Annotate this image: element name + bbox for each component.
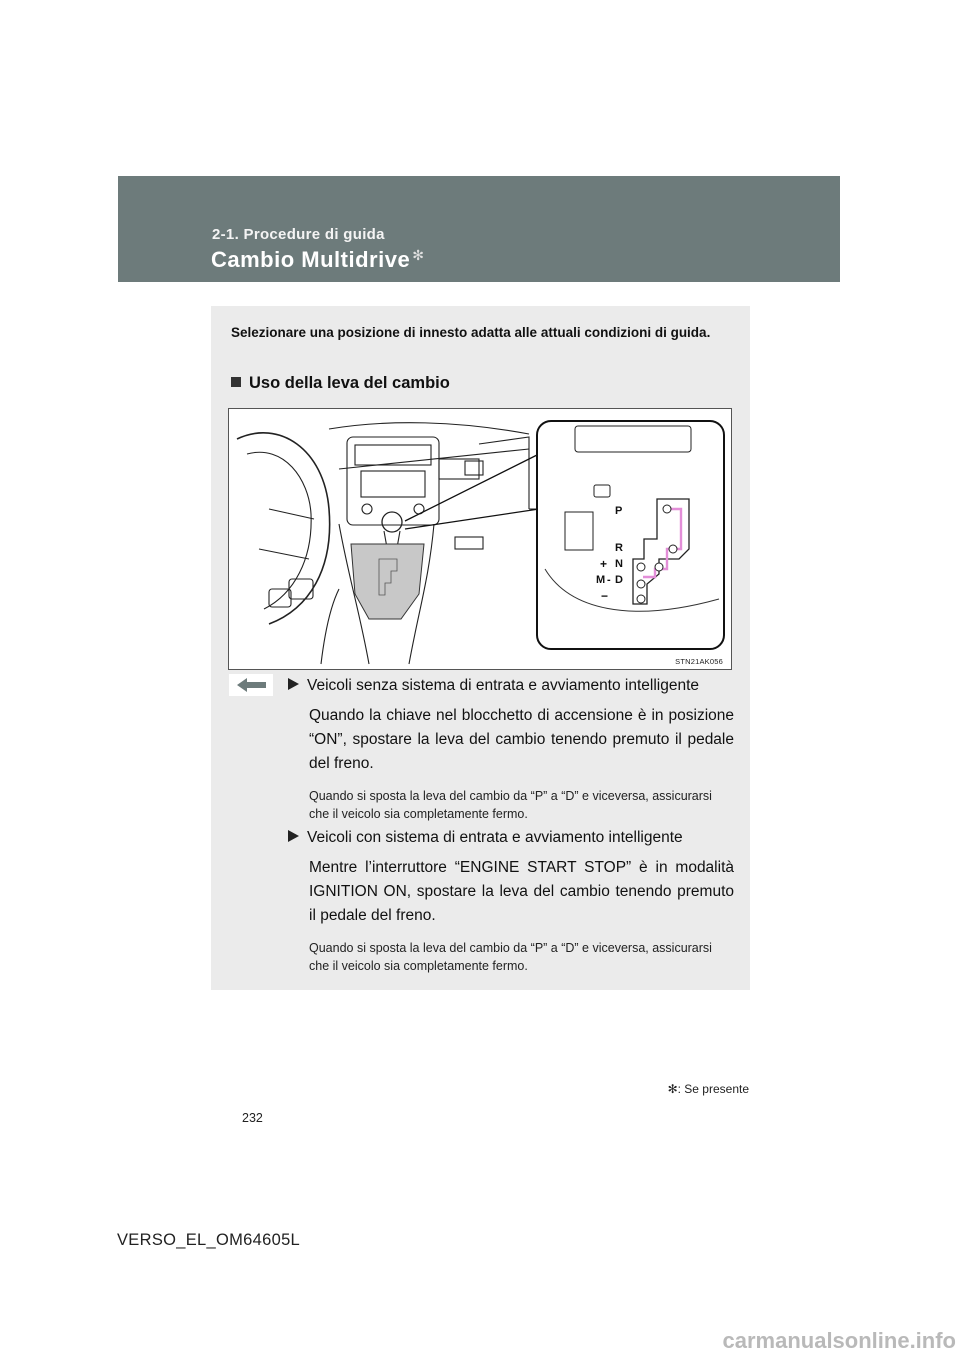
back-arrow-icon bbox=[229, 674, 273, 696]
item-body: Quando la chiave nel blocchetto di accensione è in posizione “ON”, spostare la leva del cambio tenendo premuto il pedale del freno. bbox=[309, 707, 734, 772]
watermark: carmanualsonline.info bbox=[722, 1328, 956, 1353]
page-title bbox=[211, 247, 424, 273]
dashboard-illustration bbox=[229, 409, 731, 669]
page-title-text: Cambio Multidrive bbox=[211, 247, 411, 272]
shift-label-r: R bbox=[615, 542, 623, 554]
subheading-text: Uso della leva del cambio bbox=[249, 374, 450, 392]
subheading bbox=[231, 374, 450, 393]
item-heading bbox=[288, 677, 734, 695]
item-heading-text: Veicoli con sistema di entrata e avviamento intelligente bbox=[307, 829, 683, 846]
triangle-bullet-icon bbox=[288, 678, 299, 690]
asterisk-icon: ✻ bbox=[412, 247, 425, 263]
figure-code: STN21AK056 bbox=[675, 657, 723, 666]
shift-label-plus: + bbox=[600, 557, 608, 571]
square-bullet-icon bbox=[231, 377, 241, 387]
intro-text: Selezionare una posizione di innesto adatta alle attuali condizioni di guida. bbox=[231, 325, 711, 340]
item-note: Quando si sposta la leva del cambio da “P” a “D” e viceversa, assicurarsi che il veicolo sia completamente fermo. bbox=[309, 941, 712, 973]
item-heading-text: Veicoli senza sistema di entrata e avviamento intelligente bbox=[307, 677, 700, 694]
shift-label-dash: - bbox=[607, 574, 611, 586]
item-body: Mentre l’interruttore “ENGINE START STOP” è in modalità IGNITION ON, spostare la leva del cambio tenendo premuto il pedale del freno. bbox=[309, 859, 734, 924]
list-item bbox=[288, 677, 734, 823]
document-code: VERSO_EL_OM64605L bbox=[117, 1231, 301, 1249]
shift-label-m: M bbox=[596, 574, 606, 586]
shift-lever-figure bbox=[228, 408, 732, 670]
section-label: 2-1. Procedure di guida bbox=[212, 226, 385, 243]
page-number: 232 bbox=[242, 1111, 263, 1125]
shift-label-n: N bbox=[615, 558, 623, 570]
item-heading bbox=[288, 829, 734, 847]
shift-label-d: D bbox=[615, 574, 623, 586]
list-item bbox=[288, 829, 734, 975]
shift-label-minus: − bbox=[601, 589, 609, 603]
item-note: Quando si sposta la leva del cambio da “P” a “D” e viceversa, assicurarsi che il veicolo sia completamente fermo. bbox=[309, 789, 712, 821]
triangle-bullet-icon bbox=[288, 830, 299, 842]
footnote: ✻: Se presente bbox=[667, 1082, 749, 1096]
shift-label-p: P bbox=[615, 505, 623, 517]
